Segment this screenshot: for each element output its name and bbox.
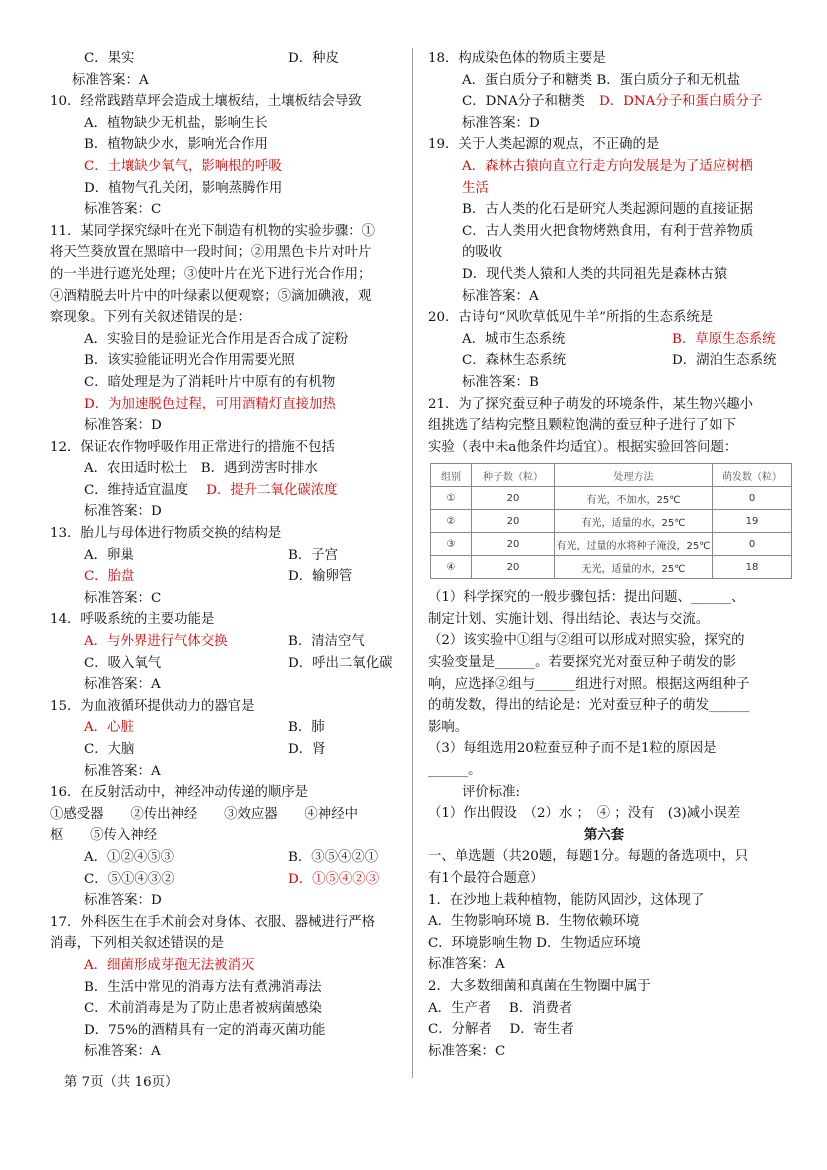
q20-option-d: D．湖泊生态系统 [672, 353, 777, 369]
q12-option-ab: A．农田适时松土 B．遇到涝害时排水 [84, 461, 318, 477]
q21-part1-b: 制定计划、实施计划、得出结论、表达与交流。 [428, 611, 710, 627]
q11-option-d: D．为加速脱色过程，可用酒精灯直接加热 [84, 396, 336, 412]
q13-answer: 标准答案：C [84, 590, 162, 606]
table-cell: 有光，过量的水将种子淹没，25℃ [555, 533, 713, 556]
q21-stem-1: 21．为了探究蚕豆种子萌发的环境条件，某生物兴趣小 [428, 396, 754, 412]
q21-eval-label: 评价标准: [462, 784, 521, 800]
set6-q2-options-ab: A．生产者 B．消费者 [428, 1000, 573, 1016]
table-cell: 有光，不加水，25℃ [555, 487, 713, 510]
table-row [431, 556, 792, 579]
q18-answer: 标准答案：D [462, 115, 540, 131]
table-cell: ② [431, 510, 472, 533]
q17-answer: 标准答案：A [84, 1044, 161, 1060]
q16-items-1: ①感受器 ②传出神经 ③效应器 ④神经中 [50, 806, 358, 822]
q14-option-c: C．吸入氧气 [84, 655, 162, 671]
q9-options [50, 48, 400, 70]
q11-stem-3: 的一半进行遮光处理；③使叶片在光下进行光合作用； [50, 266, 372, 282]
q15-option-c: C．大脑 [84, 742, 135, 757]
set6-intro-1: 一、单选题（共20题，每题1分。每题的备选项中，只 [428, 849, 749, 865]
q17-option-d: D．75%的酒精具有一定的消毒灭菌功能 [84, 1022, 326, 1038]
q17-stem-2: 消毒，下列相关叙述错误的是 [50, 936, 225, 952]
q21-part2-b: 实验变量是______。若要探究光对蚕豆种子萌发的影 [428, 655, 736, 671]
q18-option-c: C．DNA分子和糖类 [462, 94, 585, 110]
q10-option-c: C．土壤缺少氧气，影响根的呼吸 [84, 158, 282, 174]
q12-options-cd [50, 480, 400, 502]
q16-options-cd [50, 869, 400, 891]
column-divider [412, 48, 413, 1078]
q9-option-c: C．果实 [84, 51, 135, 66]
q19-option-c-1: C．古人类用火把食物烤熟食用，有利于营养物质 [462, 223, 754, 239]
q16-option-b: B．③⑤④②① [288, 849, 379, 865]
q15-options-cd [50, 739, 400, 761]
set6-q1-stem: 1．在沙地上栽种植物，能防风固沙，这体现了 [428, 892, 705, 908]
q10-option-a: A．植物缺少无机盐，影响生长 [84, 115, 268, 131]
q16-items-2: 枢 ⑤传入神经 [50, 828, 158, 844]
q12-option-c: C．维持适宜温度 [84, 482, 188, 498]
q17-option-a: A．细菌形成芽孢无法被消灭 [84, 957, 255, 973]
q13-option-a: A．卵巢 [84, 547, 134, 563]
q15-answer: 标准答案：A [84, 763, 161, 779]
q12-option-d: D．提升二氧化碳浓度 [206, 482, 338, 498]
q14-option-d: D．呼出二氧化碳 [288, 655, 393, 671]
table-cell: 无光，适量的水，25℃ [555, 556, 713, 579]
q11-option-b: B．该实验能证明光合作用需要光照 [84, 353, 295, 369]
table-cell: 20 [472, 556, 555, 579]
q16-option-c: C．⑤①④③② [84, 871, 175, 887]
q15-option-a: A．心脏 [84, 720, 134, 736]
q15-option-b: B．肺 [288, 720, 325, 736]
q10-option-b: B．植物缺少水，影响光合作用 [84, 137, 268, 153]
q14-options-cd [50, 653, 400, 675]
q21-part1-a: （1）科学探究的一般步骤包括：提出问题、______、 [428, 590, 745, 606]
page-footer: 第 7页（共 16页） [64, 1075, 179, 1090]
q15-stem: 15．为血液循环提供动力的器官是 [50, 698, 255, 714]
table-cell: 20 [472, 533, 555, 556]
q10-option-d: D．植物气孔关闭，影响蒸腾作用 [84, 180, 283, 196]
q20-stem: 20．古诗句“风吹草低见牛羊”所指的生态系统是 [428, 310, 714, 326]
q14-options-ab [50, 631, 400, 653]
q13-option-c: C．胎盘 [84, 569, 135, 585]
q21-stem-2: 组挑选了结构完整且颗粒饱满的蚕豆种子进行了如下 [428, 418, 736, 434]
q11-stem-2: 将天竺葵放置在黑暗中一段时间；②用黑色卡片对叶片 [50, 245, 372, 261]
table-cell: ① [431, 487, 472, 510]
q15-options-ab [50, 717, 400, 739]
q17-stem-1: 17．外科医生在手术前会对身体、衣服、器械进行严格 [50, 914, 376, 930]
table-cell: 19 [713, 510, 792, 533]
set6-q2-stem: 2．大多数细菌和真菌在生物圈中属于 [428, 978, 651, 994]
set6-q2-options-cd: C．分解者 D．寄生者 [428, 1022, 574, 1038]
q10-answer: 标准答案：C [84, 202, 162, 218]
q19-option-d: D．现代类人猿和人类的共同祖先是森林古猿 [462, 266, 728, 282]
q13-options-cd [50, 566, 400, 588]
q20-options-ab [428, 329, 780, 351]
q19-option-b: B．古人类的化石是研究人类起源问题的直接证据 [462, 202, 754, 218]
q19-option-a-1: A．森林古猿向直立行走方向发展是为了适应树栖 [462, 158, 753, 174]
q19-answer: 标准答案：A [462, 288, 539, 304]
q21-part3-a: （3）每组选用20粒蚕豆种子而不是1粒的原因是 [428, 741, 717, 757]
q18-stem: 18．构成染色体的物质主要是 [428, 51, 606, 66]
q18-options-cd [428, 91, 780, 113]
q21-part3-b: ______。 [428, 763, 482, 779]
q18-option-d: D．DNA分子和蛋白质分子 [598, 94, 763, 110]
q11-stem-5: 察现象。下列有关叙述错误的是： [50, 310, 251, 326]
q10-stem: 10．经常践踏草坪会造成土壤板结，土壤板结会导致 [50, 94, 362, 110]
q21-part2-e: 影响。 [428, 719, 469, 735]
germination-table [430, 463, 792, 579]
table-header-row [431, 464, 792, 487]
q19-option-c-2: 的吸收 [462, 245, 503, 261]
q11-stem-1: 11．某同学探究绿叶在光下制造有机物的实验步骤：① [50, 223, 376, 239]
q14-answer: 标准答案：A [84, 677, 161, 693]
table-cell: 18 [713, 556, 792, 579]
q12-answer: 标准答案：D [84, 504, 162, 520]
q13-option-b: B．子宫 [288, 547, 339, 563]
set6-q1-answer: 标准答案：A [428, 957, 505, 973]
q11-option-c: C．暗处理是为了消耗叶片中原有的有机物 [84, 374, 336, 390]
q13-option-d: D．输卵管 [288, 569, 353, 585]
q19-stem: 19．关于人类起源的观点，不正确的是 [428, 137, 660, 153]
q16-option-a: A．①②④⑤③ [84, 849, 175, 865]
left-column [50, 48, 400, 1063]
q14-option-b: B．清洁空气 [288, 634, 365, 650]
table-header: 处理方法 [555, 464, 713, 487]
q21-part2-a: （2）该实验中①组与②组可以形成对照实验，探究的 [428, 633, 745, 649]
q9-answer: 标准答案：A [72, 72, 149, 88]
q18-option-ab: A．蛋白质分子和糖类 B．蛋白质分子和无机盐 [462, 72, 741, 88]
q20-option-c: C．森林生态系统 [462, 353, 566, 369]
q14-option-a: A．与外界进行气体交换 [84, 634, 228, 650]
q21-part2-d: 的萌发数，得出的结论是：光对蚕豆种子的萌发______ [428, 698, 750, 714]
q17-option-b: B．生活中常见的消毒方法有煮沸消毒法 [84, 979, 322, 995]
set6-q2-answer: 标准答案：C [428, 1043, 506, 1059]
right-column [428, 48, 780, 1062]
q19-option-a-2: 生活 [462, 180, 489, 196]
table-cell: ③ [431, 533, 472, 556]
set6-title: 第六套 [583, 826, 625, 843]
table-header: 种子数（粒） [472, 464, 555, 487]
q20-option-b: B．草原生态系统 [672, 331, 776, 347]
q17-option-c: C．术前消毒是为了防止患者被病菌感染 [84, 1001, 322, 1017]
q20-answer: 标准答案：B [462, 374, 539, 390]
table-cell: 20 [472, 510, 555, 533]
table-header: 萌发数（粒） [713, 464, 792, 487]
q15-option-d: D．肾 [288, 742, 326, 757]
table-header: 组别 [431, 464, 472, 487]
q20-option-a: A．城市生态系统 [462, 331, 566, 347]
table-cell: 20 [472, 487, 555, 510]
q14-stem: 14．呼吸系统的主要功能是 [50, 612, 215, 628]
q16-answer: 标准答案：D [84, 893, 162, 909]
q21-part2-c: 响，应选择②组与______组进行对照。根据这两组种子 [428, 676, 750, 692]
table-row [431, 533, 792, 556]
table-cell: 有光，适量的水，25℃ [555, 510, 713, 533]
table-cell: ④ [431, 556, 472, 579]
q11-option-a: A．实验目的是验证光合作用是否合成了淀粉 [84, 331, 349, 347]
q9-option-d: D．种皮 [288, 51, 339, 66]
set6-q1-options-cd: C．环境影响生物 D．生物适应环境 [428, 935, 641, 951]
set6-intro-2: 有1个最符合题意） [428, 871, 544, 886]
q16-option-d: D．①⑤④②③ [288, 871, 380, 887]
q21-stem-3: 实验（表中未a他条件均适宜）。根据实验回答问题： [428, 439, 738, 455]
set6-q1-options-ab: A．生物影响环境 B．生物依赖环境 [428, 914, 640, 930]
q16-options-ab [50, 847, 400, 869]
q11-stem-4: ④酒精脱去叶片中的叶绿素以便观察；⑤滴加碘液，观 [50, 288, 372, 304]
q11-answer: 标准答案：D [84, 418, 162, 434]
q12-stem: 12．保证农作物呼吸作用正常进行的措施不包括 [50, 439, 335, 455]
table-cell: 0 [713, 487, 792, 510]
table-cell: 0 [713, 533, 792, 556]
q13-stem: 13．胎儿与母体进行物质交换的结构是 [50, 526, 282, 542]
table-row [431, 487, 792, 510]
table-row [431, 510, 792, 533]
q16-stem: 16．在反射活动中，神经冲动传递的顺序是 [50, 785, 309, 801]
q20-options-cd [428, 350, 780, 372]
q21-eval-answer: （1）作出假设 （2）水 ； ④ ；没有 (3)减小误差 [428, 806, 741, 822]
q13-options-ab [50, 545, 400, 567]
